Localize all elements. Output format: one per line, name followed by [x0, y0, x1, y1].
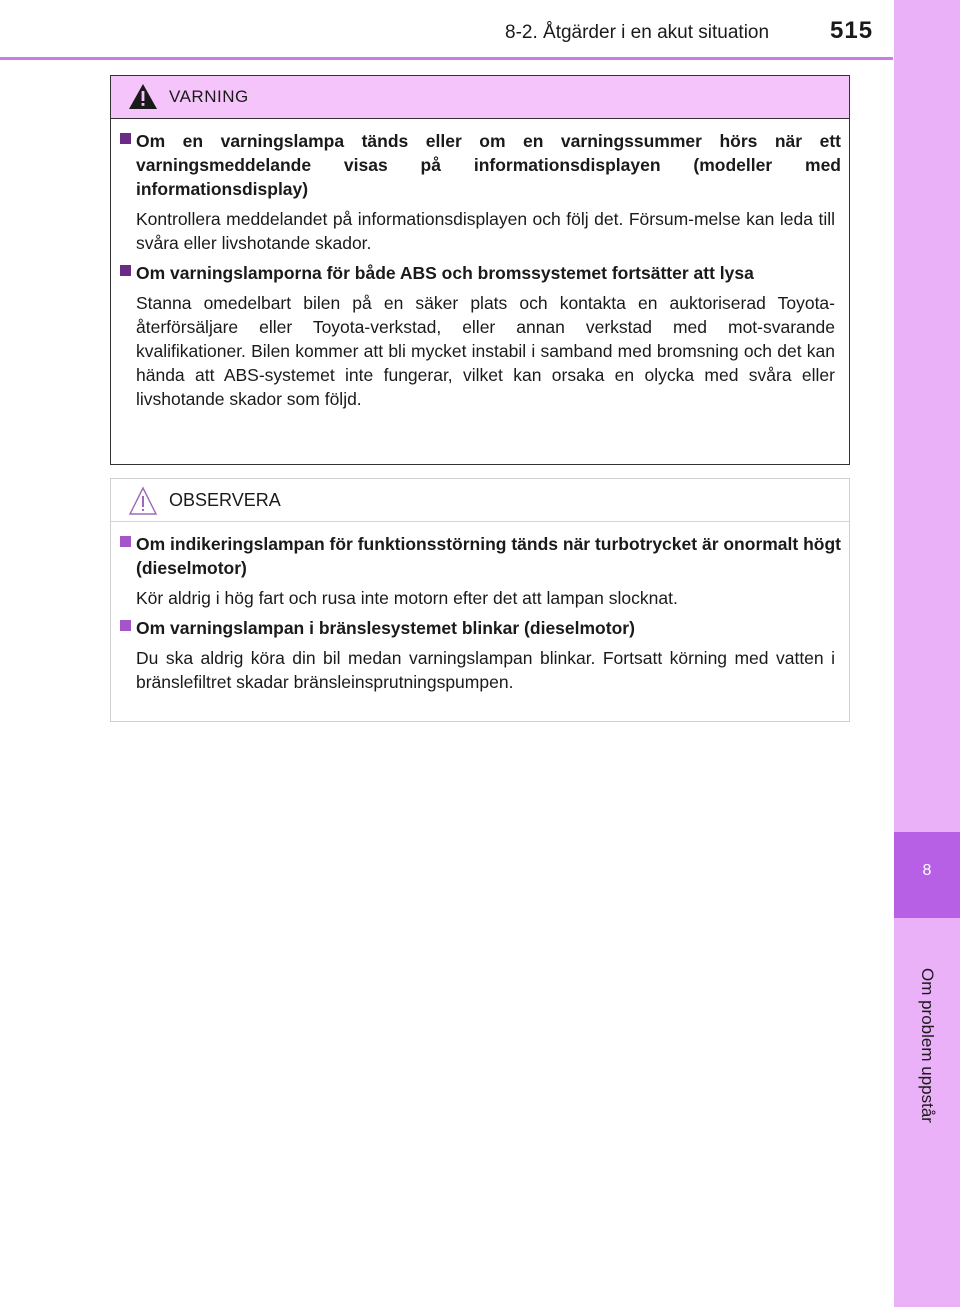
notice-item	[120, 532, 841, 610]
warning-item-title: Om varningslamporna för både ABS och bromssystemet fortsätter att lysa	[136, 263, 754, 283]
notice-content	[111, 522, 849, 694]
warning-item-text: Stanna omedelbart bilen på en säker plats och kontakta en auktoriserad Toyota-återförsäljare eller Toyota-verkstad, eller annan verkstad med mot-svarande kvalifikationer. Bilen kommer att bli mycket instabil i samband med bromsning och det kan hända att ABS-systemet inte fungerar, vilket kan orsaka en olycka med svåra eller livshotande skador som följd.	[136, 293, 835, 409]
warning-triangle-icon	[128, 83, 158, 115]
chapter-number: 8	[922, 862, 932, 879]
notice-heading: OBSERVERA	[169, 490, 281, 510]
bullet-square-icon	[120, 620, 131, 631]
warning-box	[110, 75, 850, 465]
warning-item	[120, 129, 841, 255]
notice-item-title: Om varningslampan i bränslesystemet blinkar (dieselmotor)	[136, 618, 635, 638]
warning-header	[111, 76, 849, 119]
page-number: 515	[830, 17, 874, 44]
chapter-title: Om problem uppstår	[918, 967, 937, 1123]
notice-item-text: Kör aldrig i hög fart och rusa inte motorn efter det att lampan slocknat.	[136, 588, 678, 608]
chapter-title-container	[894, 925, 960, 1165]
notice-item-text: Du ska aldrig köra din bil medan varningslampan blinkar. Fortsatt körning med vatten i bränslefiltret skadar bränsleinsprutningspumpen.	[136, 648, 835, 692]
header-divider	[0, 57, 893, 60]
notice-header	[111, 479, 849, 522]
caution-triangle-icon	[128, 486, 158, 521]
notice-box	[110, 478, 850, 722]
warning-heading: VARNING	[169, 87, 249, 106]
warning-item-title: Om en varningslampa tänds eller om en varningssummer hörs när ett varningsmeddelande visas på informationsdisplayen (modeller med informationsdisplay)	[136, 131, 841, 199]
section-title: 8-2. Åtgärder i en akut situation	[505, 22, 770, 43]
warning-item	[120, 261, 841, 411]
bullet-square-icon	[120, 133, 131, 144]
notice-item-title: Om indikeringslampan för funktionsstörning tänds när turbotrycket är onormalt högt (dieselmotor)	[136, 534, 841, 578]
warning-content	[111, 119, 849, 411]
bullet-square-icon	[120, 536, 131, 547]
warning-item-text: Kontrollera meddelandet på informationsdisplayen och följ det. Försum-melse kan leda till svåra eller livshotande skador.	[136, 209, 835, 253]
notice-item	[120, 616, 841, 694]
bullet-square-icon	[120, 265, 131, 276]
